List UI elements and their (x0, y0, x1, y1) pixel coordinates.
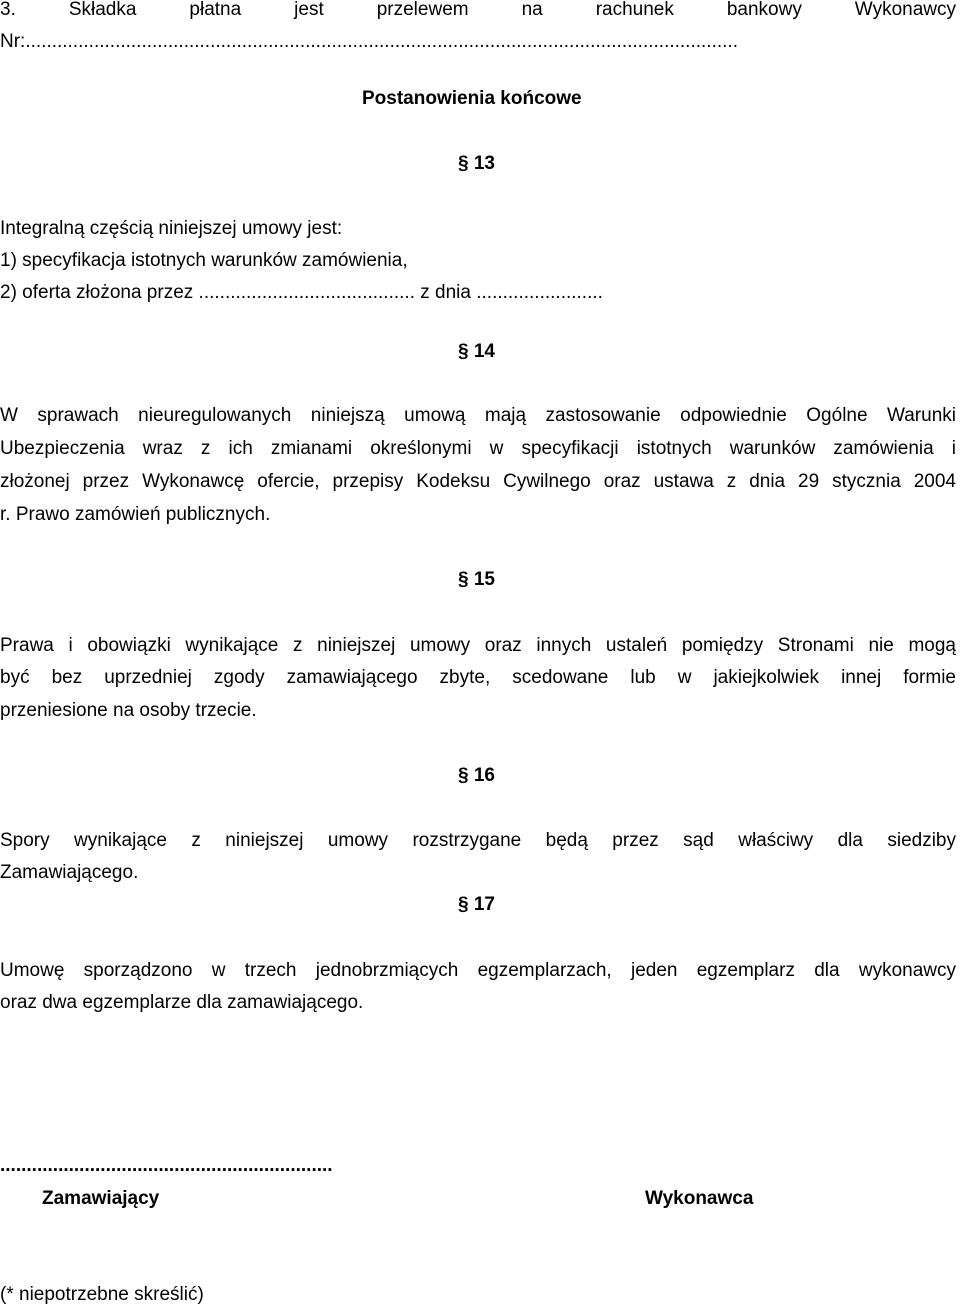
section-17-text-line: Umowę sporządzono w trzech jednobrzmiących egzemplarzach, jeden egzemplarz dla wykonawcy (0, 960, 956, 981)
section-13-text-line: 2) oferta złożona przez ......................................... z dnia ........................ (0, 282, 603, 303)
section-15-heading: § 15 (458, 569, 495, 590)
section-15-text-line: przeniesione na osoby trzecie. (0, 700, 257, 721)
section-14-text-line: W sprawach nieuregulowanych niniejszą umową mają zastosowanie odpowiednie Ogólne Warunki (0, 405, 956, 426)
section-13-text-line: 1) specyfikacja istotnych warunków zamówienia, (0, 250, 408, 271)
section-15-text-line: być bez uprzedniej zgody zamawiającego zbyte, scedowane lub w jakiejkolwiek innej formie (0, 667, 956, 688)
signature-label-zamawiajacy: Zamawiający (42, 1188, 160, 1209)
section-14-text-line: r. Prawo zamówień publicznych. (0, 504, 271, 525)
final-provisions-title: Postanowienia końcowe (362, 88, 582, 109)
section-17-heading: § 17 (458, 894, 495, 915)
section-14-text-line: złożonej przez Wykonawcę ofercie, przepisy Kodeksu Cywilnego oraz ustawa z dnia 29 stycznia 2004 (0, 471, 956, 492)
footnote: (* niepotrzebne skreślić) (0, 1284, 204, 1305)
signature-label-wykonawca: Wykonawca (645, 1188, 754, 1209)
section-14-heading: § 14 (458, 341, 495, 362)
section-16-text-line: Spory wynikające z niniejszej umowy rozstrzygane będą przez sąd właściwy dla siedziby (0, 830, 956, 851)
signature-dotted-line: ............................................................... (0, 1155, 333, 1176)
section-16-heading: § 16 (458, 765, 495, 786)
section-13-heading: § 13 (458, 153, 495, 174)
section-16-text-line: Zamawiającego. (0, 862, 139, 883)
section-14-text-line: Ubezpieczenia wraz z ich zmianami określonymi w specyfikacji istotnych warunków zamówienia i (0, 438, 956, 459)
section-17-text-line: oraz dwa egzemplarze dla zamawiającego. (0, 992, 364, 1013)
payment-clause-line-1: 3. Składka płatna jest przelewem na rachunek bankowy Wykonawcy (0, 0, 956, 20)
section-15-text-line: Prawa i obowiązki wynikające z niniejszej umowy oraz innych ustaleń pomiędzy Stronami nie mogą (0, 635, 956, 656)
section-13-text-line: Integralną częścią niniejszej umowy jest: (0, 218, 343, 239)
payment-clause-account-line: Nr:....................................................................................................................................... (0, 31, 738, 52)
